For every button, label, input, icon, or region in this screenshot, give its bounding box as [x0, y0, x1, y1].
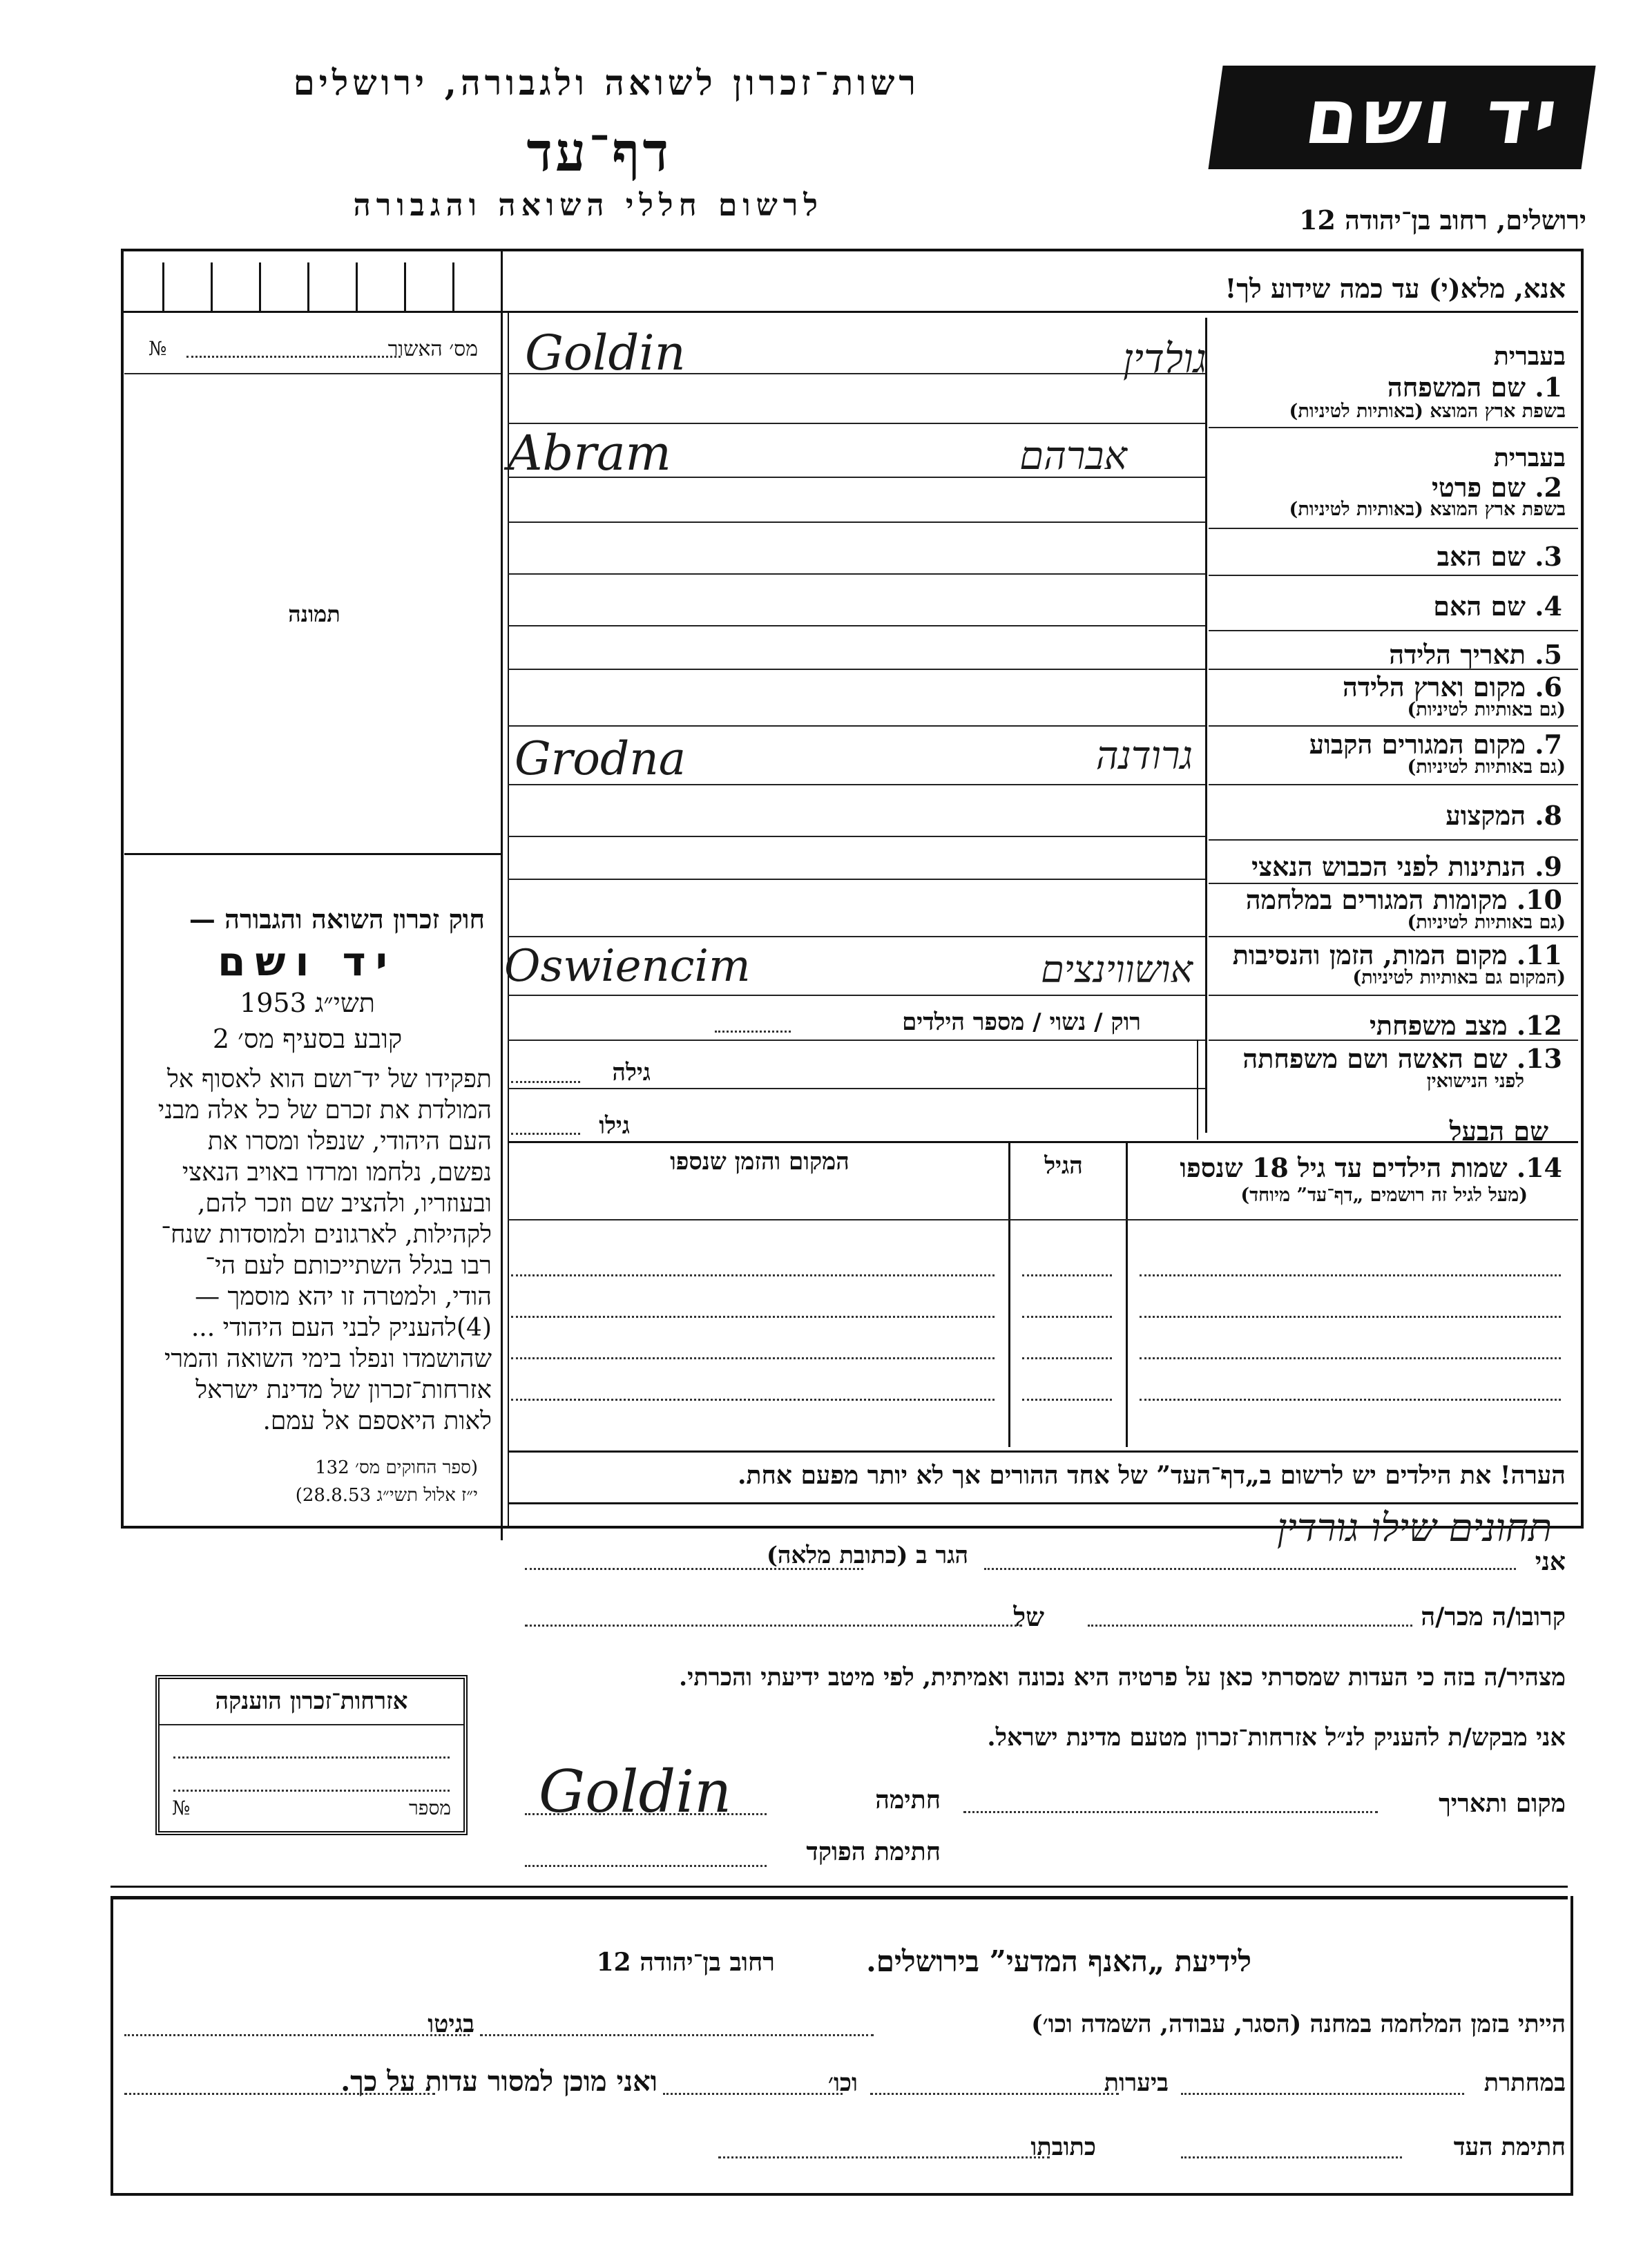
law-line: הודי, ולמטרה זו יהא מוסמך — [195, 1283, 492, 1311]
law-line: המולדת את זכרם של כל אלה מבני [157, 1096, 492, 1124]
permit-number-label: מס׳ האשור [387, 337, 478, 361]
relative-label: קרובו/ה מכר/ה [1421, 1602, 1566, 1631]
instruction-text: אנא, מלא(י) עד כמה שידוע לך! [1224, 273, 1566, 304]
citizenship-box-title: אזרחות־זכרון הוענקה [215, 1687, 408, 1715]
children-age-column: הגיל [1044, 1152, 1083, 1180]
citizenship-box [155, 1675, 468, 1835]
logo-text: יד ושם [1300, 73, 1568, 161]
father-name-label: 3. שם האב [1437, 541, 1562, 572]
death-place-latin-value: Oswiencim [504, 941, 751, 992]
logo-address: ירושלים, רחוב בן־יהודה 12 [1299, 204, 1586, 236]
surname-sub: בשפת ארץ המוצא (באותיות לטיניות) [1289, 401, 1566, 422]
wartime-residence-sub: (גם באותיות לטיניות) [1407, 912, 1566, 933]
citizenship-number-label: מספר [409, 1797, 451, 1819]
death-place-sub: (המקום גם באותיות לטיניות) [1352, 967, 1566, 988]
firstname-sub: בשפת ארץ המוצא (באותיות לטיניות) [1289, 499, 1566, 520]
law-reference-1: (ספר החוקים מס׳ 132 [315, 1457, 478, 1478]
request-text: אני מבקש/ת להעניק לנ״ל אזרחות־זכרון מטעם מדינת ישראל. [987, 1723, 1566, 1752]
of-label: של [1013, 1601, 1044, 1632]
permit-no-sign: № [148, 337, 167, 360]
children-sub: (מעל לגיל זה רושמים „דף־עד” מיוחד) [1240, 1185, 1528, 1206]
surname-hebrew-label: בעברית [1493, 342, 1566, 371]
bottom-frame [111, 1896, 1573, 2196]
marital-options: רוק / נשוי / מספר הילדים [902, 1008, 1141, 1036]
wartime-residence-label: 10. מקומות המגורים במלחמה [1245, 884, 1562, 915]
signature-value: Goldin [539, 1758, 732, 1826]
firstname-text: שם פרטי [1431, 472, 1526, 503]
surname-hebrew-value: גולדין [1122, 335, 1207, 382]
profession-label: 8. המקצוע [1446, 800, 1562, 831]
children-label: 14. שמות הילדים עד גיל 18 שנספו [1180, 1152, 1562, 1183]
law-clause: קובע בסעיף מס׳ 2 [212, 1024, 403, 1054]
underground-label: במחתרת [1483, 2069, 1566, 2097]
surname-num: 1. [1535, 372, 1562, 403]
death-place-hebrew-value: אושווינצים [1041, 948, 1193, 991]
yad-vashem-logo [1208, 66, 1595, 169]
law-title: חוק זכרון השואה והגבורה — [189, 903, 485, 935]
law-reference-2: י״ז אלול תשי״ג 28.8.53) [295, 1485, 478, 1506]
witness-address-label: כתובתו [1030, 2133, 1096, 2161]
law-line: אזרחות־זכרון של מדינת ישראל [195, 1376, 492, 1404]
law-line: ובעוזריו, ולהציב שם וזכר להם, [197, 1189, 492, 1218]
residence-sub: (גם באותיות לטיניות) [1407, 756, 1566, 778]
note-text: הערה! את הילדים יש לרשום ב„דף־העד” של אחד ההורים אך לא יותר מפעם אחת. [738, 1461, 1566, 1490]
firstname-hebrew-label: בעברית [1493, 443, 1566, 472]
signature-label: חתימה [875, 1785, 941, 1814]
form-subtitle: לרשום חללי השואה והגבורה [353, 188, 823, 223]
wife-name-label: 13. שם האשה ושם משפחתה [1242, 1043, 1562, 1074]
research-dept-address: רחוב בן־יהודה 12 [596, 1948, 775, 1977]
residence-hebrew-value: גרודנה [1095, 734, 1193, 778]
law-name: יד ושם [218, 938, 397, 985]
law-line: לקהילות, לארגונים ולמוסדות שנח־ [161, 1220, 492, 1249]
children-place-column: המקום והזמן שנספו [670, 1148, 849, 1176]
law-line: (4)להעניק לבני העם היהודי ... [191, 1314, 492, 1342]
husband-age-label: גילו [599, 1112, 630, 1140]
firstname-latin-value: Abram [508, 425, 671, 481]
submitter-name-value: תחונים שילו גורדין [1276, 1506, 1552, 1551]
address-label: הגר ב (כתובת מלאה) [766, 1542, 968, 1569]
mother-name-label: 4. שם האם [1433, 591, 1562, 622]
law-text [126, 1064, 492, 1437]
marital-status-label: 12. מצב משפחתי [1369, 1010, 1562, 1041]
ghetto-label: בגיטו [428, 2010, 474, 2038]
birthplace-sub: (גם באותיות לטיניות) [1407, 699, 1566, 720]
authority-title: רשות־זכרון לשואה ולגבורה, ירושלים [293, 62, 920, 103]
law-line: העם היהודי, שנפלו ומסרו את [207, 1127, 492, 1156]
firstname-hebrew-value: אברהם [1019, 434, 1127, 479]
residence-label: 7. מקום המגורים הקבוע [1309, 729, 1562, 760]
law-line: שהושמדו ונפלו בימי השואה והמרי [164, 1345, 492, 1373]
surname-text: שם המשפחה [1387, 372, 1526, 403]
form-title: דף־עד [526, 121, 671, 184]
place-date-label: מקום ותאריך [1439, 1789, 1566, 1818]
testimony-ready-text: ואני מוכן למסור עדות על כך. [340, 2065, 657, 2098]
declaration-text: מצהיר/ה בזה כי העדות שמסרתי כאן על פרטיה היא נכונה ואמיתית, לפי מיטב ידיעתי והכרתי. [679, 1663, 1566, 1692]
officer-signature-label: חתימת הפוקד [806, 1837, 941, 1866]
law-line: תפקידו של יד־ושם הוא לאסוף אל [166, 1065, 492, 1093]
surname-label [1387, 372, 1562, 403]
birthplace-label: 6. מקום וארץ הלידה [1343, 671, 1562, 702]
law-line: נפשם, נלחמו ומרדו באויב הנאצי [182, 1158, 492, 1187]
etc-label: וכו׳ [827, 2069, 858, 2097]
residence-latin-value: Grodna [515, 732, 686, 785]
law-line: לאות היאספם אל עמם. [262, 1407, 492, 1435]
law-year: תשי״ג 1953 [240, 988, 375, 1018]
law-line: רבו בגלל השתייכותם לעם הי־ [205, 1252, 492, 1280]
citizenship-number-sign: № [172, 1797, 191, 1819]
nationality-label: 9. הנתינות לפני הכבוש הנאצי [1251, 851, 1562, 882]
camp-label: הייתי בזמן המלחמה במחנה (הסגר, עבודה, השמדה וכו׳) [1031, 2010, 1566, 2038]
husband-label: שם הבעל [1449, 1115, 1548, 1147]
research-dept-title: לידיעת „האנף המדעי” בירושלים. [866, 1944, 1251, 1978]
registration-tick-boxes [124, 256, 497, 311]
surname-latin-value: Goldin [525, 325, 686, 381]
wife-name-sub: לפני הנישואין [1426, 1071, 1524, 1092]
firstname-num: 2. [1535, 472, 1562, 503]
death-place-label: 11. מקום המות, הזמן והנסיבות [1232, 939, 1562, 970]
wife-age-label: גילה [612, 1059, 651, 1086]
birth-date-label: 5. תאריך הלידה [1389, 639, 1562, 670]
photo-label: תמונה [288, 601, 340, 627]
witness-signature-label: חתימת העד [1453, 2133, 1566, 2161]
declarant-label: אני [1535, 1547, 1566, 1576]
forests-label: ביערות [1104, 2069, 1169, 2097]
